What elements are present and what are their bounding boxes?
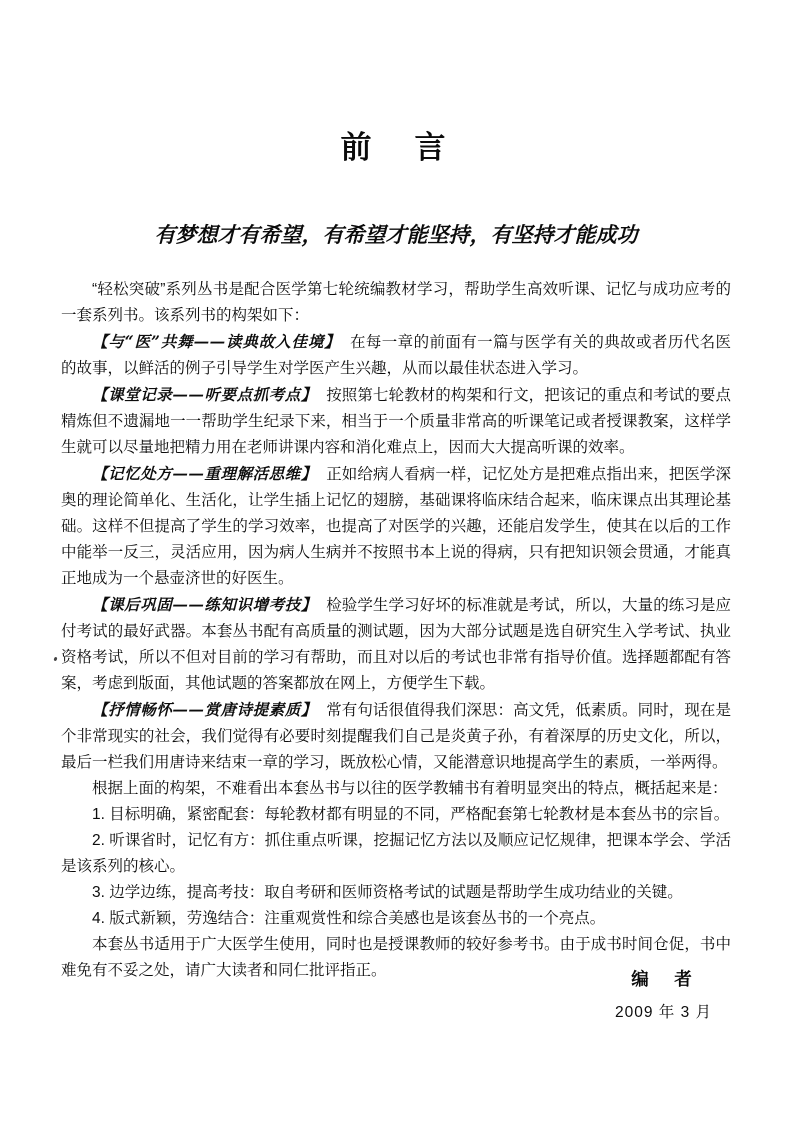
- page-title: 前 言: [340, 130, 452, 165]
- section-heading: 【课堂记录——听要点抓考点】: [92, 385, 317, 404]
- paragraph-text: 1. 目标明确，紧密配套：每轮教材都有明显的不同，严格配套第七轮教材是本套丛书的宗旨。: [92, 806, 730, 823]
- section-heading: 【抒情畅怀——赏唐诗提素质】: [92, 700, 317, 719]
- paragraph-text: 在每一章的前面有一篇与医学有关的典故或者历代名医的故事，以鲜活的例子引导学生对学医产生兴趣，从而以最佳状态进入学习。: [61, 334, 731, 377]
- scan-speck: [53, 657, 57, 662]
- paragraph: [61, 329, 731, 382]
- paragraph: [61, 592, 731, 697]
- paragraph: [61, 382, 731, 461]
- list-item: [61, 828, 731, 880]
- section-heading: 【与“医”共舞——读典故入佳境】: [92, 332, 341, 351]
- paragraph-text: 根据上面的构架，不难看出本套丛书与以往的医学教辅书有着明显突出的特点，概括起来是：: [92, 780, 728, 797]
- list-item: [61, 906, 731, 932]
- page-content: [61, 0, 731, 984]
- motto-line: 有梦想才有希望，有希望才能坚持，有坚持才能成功: [154, 222, 638, 247]
- paragraph-text: 按照第七轮教材的构架和行文，把该记的重点和考试的要点精炼但不遗漏地一一帮助学生纪录下来，相当于一个质量非常高的听课笔记或者授课教案，这样学生就可以尽量地把精力用在老师讲课内容和消化难点上，因而大大提高听课的效率。: [61, 387, 731, 456]
- paragraph-text: 本套丛书适用于广大医学生使用，同时也是授课教师的较好参考书。由于成书时间仓促，书中难免有不妥之处，请广大读者和同仁批评指正。: [61, 936, 731, 979]
- list-item: [61, 802, 731, 828]
- paragraph-text: 3. 边学边练，提高考技：取自考研和医师资格考试的试题是帮助学生成功结业的关键。: [92, 884, 683, 901]
- paragraph: [61, 277, 731, 329]
- section-heading: 【课后巩固——练知识增考技】: [92, 595, 317, 614]
- paragraph-text: 4. 版式新颖，劳逸结合：注重观赏性和综合美感也是该套丛书的一个亮点。: [92, 910, 606, 927]
- paragraph: [61, 461, 731, 592]
- paragraph-text: “轻松突破”系列丛书是配合医学第七轮统编教材学习，帮助学生高效听课、记忆与成功应考的一套系列书。该系列书的构架如下：: [61, 281, 731, 324]
- paragraph-text: 2. 听课省时，记忆有方：抓住重点听课，挖掘记忆方法以及顺应记忆规律，把课本学会、学活是该系列的核心。: [61, 832, 731, 875]
- author-signature: 编 者: [631, 969, 696, 989]
- body-text: [61, 277, 731, 984]
- list-item: [61, 880, 731, 906]
- section-heading: 【记忆处方——重理解活思维】: [92, 464, 317, 483]
- paragraph-text: 检验学生学习好坏的标准就是考试，所以，大量的练习是应付考试的最好武器。本套丛书配有高质量的测试题，因为大部分试题是选自研究生入学考试、执业资格考试，所以不但对目前的学习有帮助，而且对以后的考试也非常有指导价值。选择题都配有答案，考虑到版面，其他试题的答案都放在网上，方便学生下载。: [61, 597, 731, 692]
- paragraph: [61, 776, 731, 802]
- signature-block: [615, 966, 712, 1022]
- paragraph-text: 正如给病人看病一样，记忆处方是把难点指出来，把医学深奥的理论简单化、生活化，让学生插上记忆的翅膀，基础课将临床结合起来，临床课点出其理论基础。这样不但提高了学生的学习效率，也提高了对医学的兴趣，还能启发学生，使其在以后的工作中能举一反三，灵活应用，因为病人生病并不按照书本上说的得病，只有把知识领会贯通，才能真正地成为一个悬壶济世的好医生。: [61, 466, 731, 587]
- paragraph: [61, 697, 731, 776]
- paragraph-text: 常有句话很值得我们深思：高文凭，低素质。同时，现在是个非常现实的社会，我们觉得有必要时刻提醒我们自己是炎黄子孙，有着深厚的历史文化，所以，最后一栏我们用唐诗来结束一章的学习，既放松心情，又能潜意识地提高学生的素质，一举两得。: [61, 702, 731, 771]
- publication-date: 2009 年 3 月: [614, 1004, 712, 1021]
